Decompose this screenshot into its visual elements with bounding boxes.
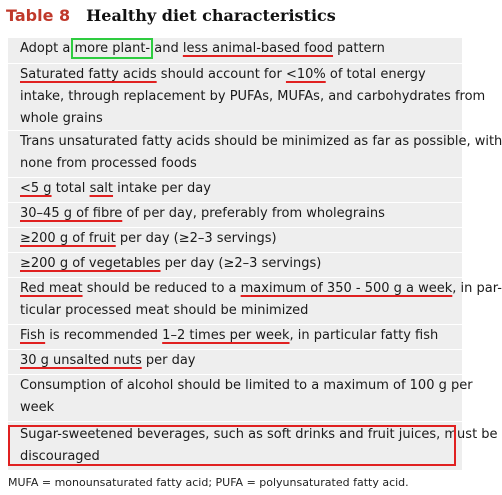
- row-line: Adopt a more plant- and less animal-based food pattern: [20, 41, 385, 56]
- underlined-text: <10%: [285, 67, 326, 82]
- table-row: [8, 177, 462, 201]
- table-row: [8, 252, 462, 276]
- table-number: Table 8: [6, 6, 71, 25]
- table-row: [8, 38, 462, 62]
- underlined-text: Fish: [20, 328, 46, 343]
- table-row: [8, 202, 462, 226]
- underlined-text: 30 g unsalted nuts: [20, 353, 142, 368]
- row-line: discouraged: [20, 449, 100, 464]
- underlined-text: maximum of 350 - 500 g a week: [240, 281, 453, 296]
- row-line: Sugar-sweetened beverages, such as soft drinks and fruit juices, must be: [20, 427, 498, 442]
- table-footnote: MUFA = monounsaturated fatty acid; PUFA = polyunsaturated fatty acid.: [8, 476, 409, 489]
- row-line: <5 g total salt intake per day: [20, 181, 211, 196]
- table-row: [8, 63, 486, 129]
- table-row: [8, 349, 462, 373]
- underlined-text: less animal-based food: [182, 41, 334, 56]
- row-line: Trans unsaturated fatty acids should be minimized as far as possible, with: [20, 134, 502, 149]
- row-line: Red meat should be reduced to a maximum of 350 - 500 g a week, in par-: [20, 281, 502, 296]
- table-row: [8, 324, 462, 348]
- row-line: ≥200 g of fruit per day (≥2–3 servings): [20, 231, 277, 246]
- row-line: Consumption of alcohol should be limited to a maximum of 100 g per: [20, 378, 473, 393]
- row-line: ticular processed meat should be minimized: [20, 303, 309, 318]
- row-line: whole grains: [20, 111, 103, 126]
- underlined-text: ≥200 g of fruit: [20, 231, 116, 246]
- row-line: Fish is recommended 1–2 times per week, in particular fatty fish: [20, 328, 439, 343]
- underlined-text: ≥200 g of vegetables: [20, 256, 161, 271]
- table-row: [8, 227, 462, 251]
- row-line: 30–45 g of fibre of per day, preferably from wholegrains: [20, 206, 385, 221]
- underlined-text: salt: [89, 181, 114, 196]
- diet-table: [8, 38, 502, 470]
- table-row: [8, 277, 502, 323]
- underlined-text: <5 g: [20, 181, 52, 196]
- row-line: 30 g unsalted nuts per day: [20, 353, 196, 368]
- row-line: none from processed foods: [20, 156, 197, 171]
- row-line: week: [20, 400, 55, 415]
- table-row: [8, 374, 473, 420]
- table-caption: Healthy diet characteristics: [86, 6, 336, 25]
- table-row: [8, 130, 502, 176]
- highlight-box-green: more plant-: [74, 41, 151, 56]
- underlined-text: Red meat: [20, 281, 83, 296]
- underlined-text: 30–45 g of fibre: [20, 206, 123, 221]
- table-title: [6, 6, 336, 30]
- underlined-text: Saturated fatty acids: [20, 67, 157, 82]
- row-line: intake, through replacement by PUFAs, MUFAs, and carbohydrates from: [20, 89, 486, 104]
- row-line: ≥200 g of vegetables per day (≥2–3 servings): [20, 256, 322, 271]
- highlight-box-red: [8, 425, 498, 466]
- underlined-text: 1–2 times per week: [162, 328, 290, 343]
- row-line: Saturated fatty acids should account for <10% of total energy: [20, 67, 426, 82]
